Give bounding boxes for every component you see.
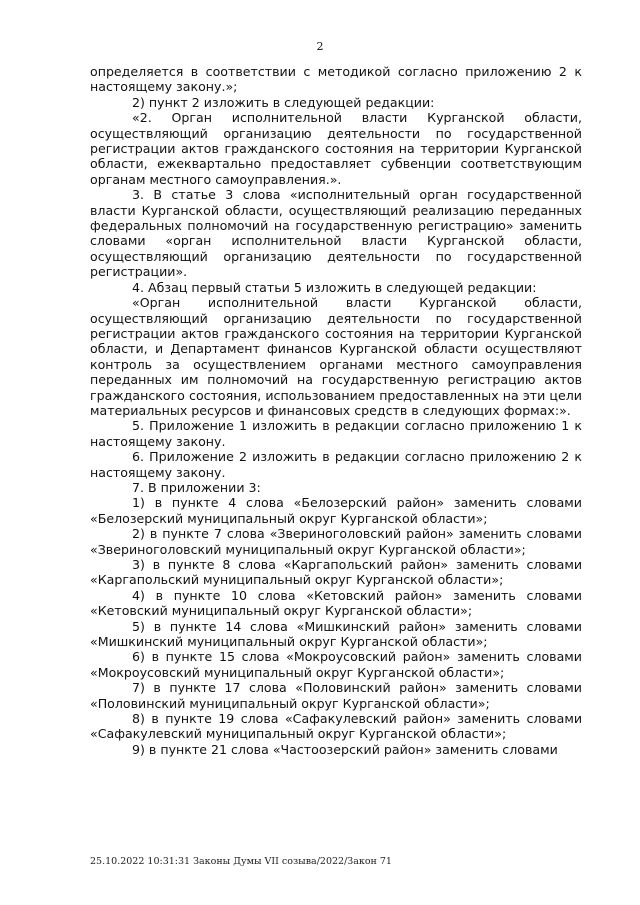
page-number: 2: [316, 40, 324, 53]
paragraph: 7) в пункте 17 слова «Половинский район» заменить словами «Половинский муниципальный округ Курганской области»;: [90, 680, 582, 711]
paragraph: 4) в пункте 10 слова «Кетовский район» заменить словами «Кетовский муниципальный округ Курганской области»;: [90, 587, 582, 619]
paragraph: 3) в пункте 8 слова «Каргапольский район» заменить словами «Каргапольский муниципальный округ Курганской области»;: [90, 557, 582, 588]
paragraph: 3. В статье 3 слова «исполнительный орган государственной власти Курганской области, осуществляющий реализацию переданных федеральных полномочий на государственную регистрацию» заменить словами «орган исполнительной власти Курганской области, осуществляющий организацию деятельности по государственной регистрации».: [90, 187, 582, 280]
paragraph: 7. В приложении 3:: [132, 479, 261, 495]
document-body: [90, 64, 582, 757]
paragraph: «Орган исполнительной власти Курганской области, осуществляющий организацию деятельности по государственной регистрации актов гражданского состояния на территории Курганской области, и Департамент финансов Курганской области осуществляют контроль за осуществлением органами местного самоуправления переданных им полномочий на государственную регистрацию актов гражданского состояния, использованием предоставленных на эти цели материальных ресурсов и финансовых средств в следующих формах:».: [90, 295, 582, 418]
paragraph: 2) в пункте 7 слова «Звериноголовский район» заменить словами «Звериноголовский муниципальный округ Курганской области»;: [90, 526, 582, 557]
document-footer: 25.10.2022 10:31:31 Законы Думы VII созыва/2022/Закон 71: [90, 856, 392, 867]
paragraph: 2) пункт 2 изложить в следующей редакции:: [132, 94, 435, 110]
paragraph: 5. Приложение 1 изложить в редакции согласно приложению 1 к настоящему закону.: [90, 418, 582, 449]
paragraph: 6. Приложение 2 изложить в редакции согласно приложению 2 к настоящему закону.: [90, 449, 582, 480]
paragraph: 4. Абзац первый статьи 5 изложить в следующей редакции:: [132, 279, 537, 295]
paragraph: 6) в пункте 15 слова «Мокроусовский район» заменить словами «Мокроусовский муниципальный округ Курганской области»;: [90, 649, 582, 680]
paragraph: «2. Орган исполнительной власти Курганской области, осуществляющий организацию деятельности по государственной регистрации актов гражданского состояния на территории Курганской области, ежеквартально предоставляет субвенции соответствующим органам местного самоуправления.».: [90, 110, 582, 187]
paragraph: определяется в соответствии с методикой согласно приложению 2 к настоящему закону.»;: [90, 64, 582, 95]
paragraph: 9) в пункте 21 слова «Частоозерский район» заменить словами: [132, 741, 558, 757]
paragraph: 8) в пункте 19 слова «Сафакулевский район» заменить словами «Сафакулевский муниципальный округ Курганской области»;: [90, 711, 582, 742]
paragraph: 5) в пункте 14 слова «Мишкинский район» заменить словами «Мишкинский муниципальный округ Курганской области»;: [90, 618, 582, 650]
paragraph: 1) в пункте 4 слова «Белозерский район» заменить словами «Белозерский муниципальный округ Курганской области»;: [90, 495, 582, 526]
